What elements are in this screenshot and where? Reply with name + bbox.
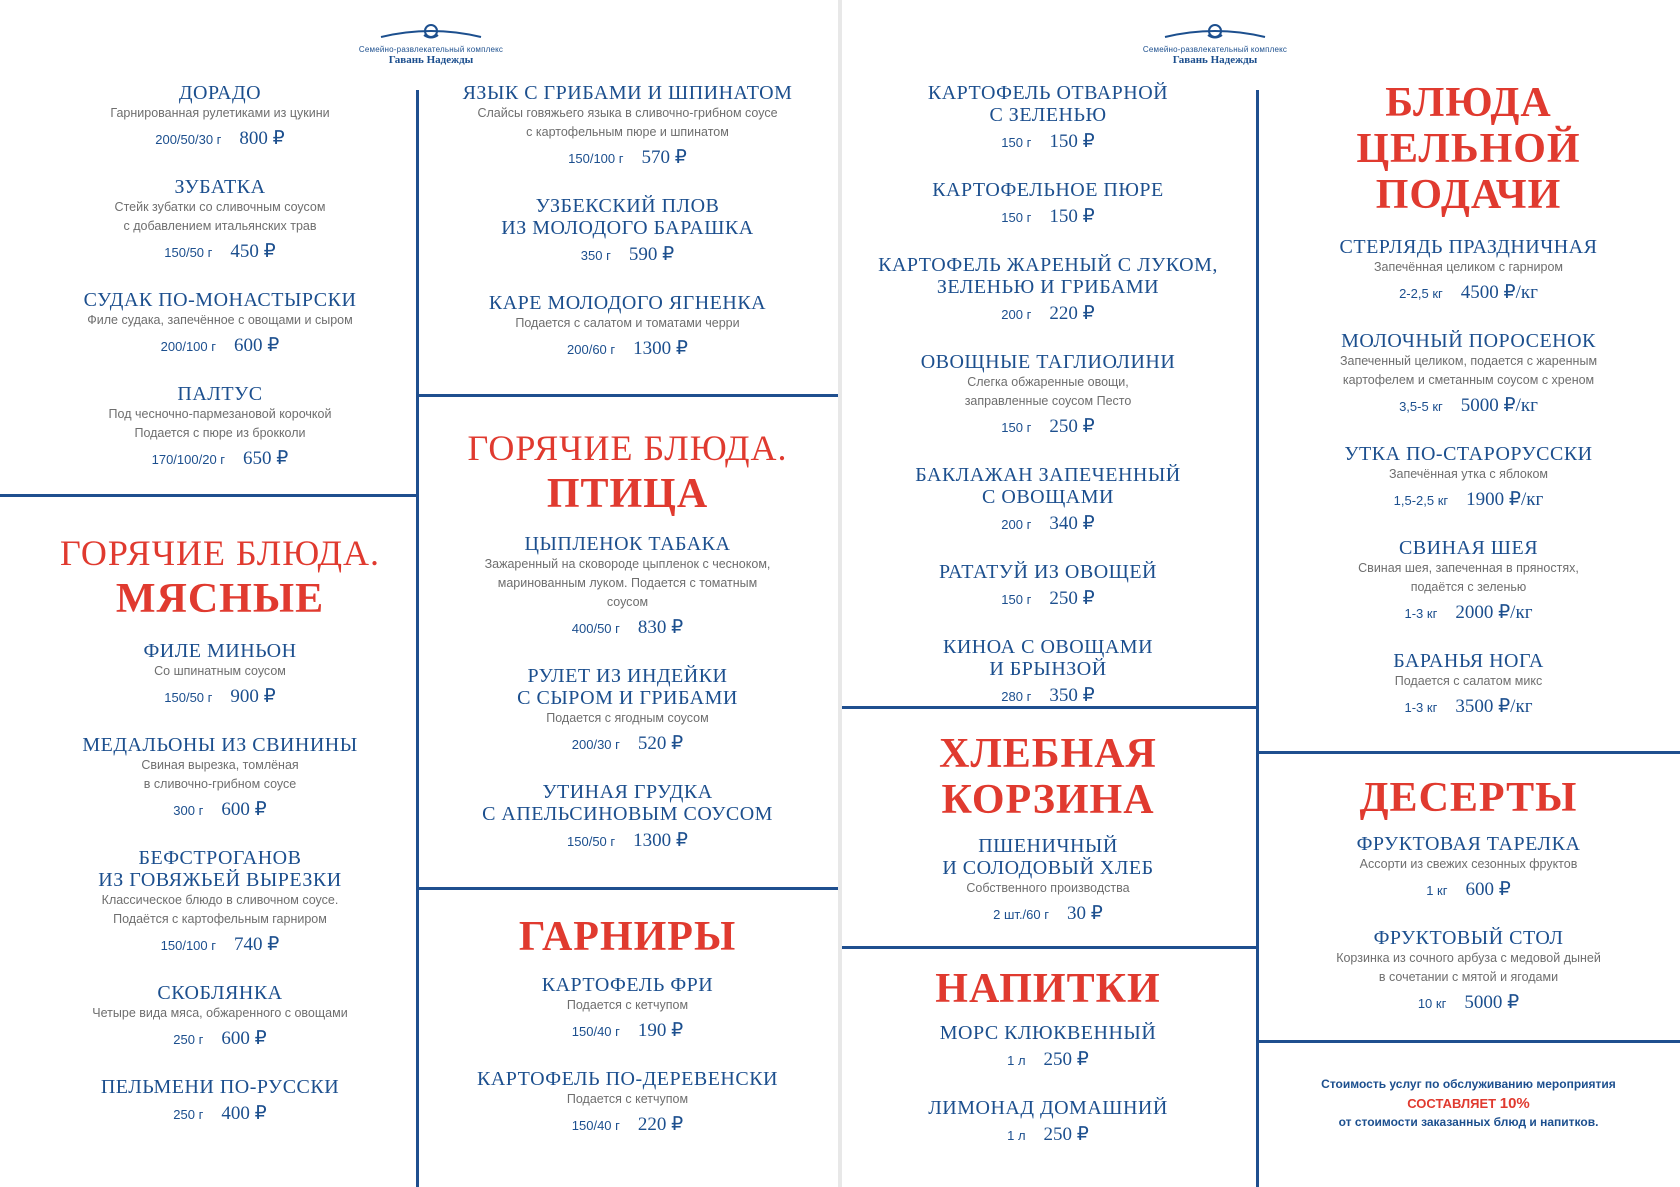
menu-item-description: Ассорти из свежих сезонных фруктов — [1359, 857, 1578, 871]
menu-item-name: УТКА ПО-СТАРОРУССКИ — [1344, 443, 1593, 465]
menu-item-description: заправленные соусом Песто — [964, 394, 1132, 408]
menu-item-price: 740 ₽ — [234, 934, 280, 955]
menu-item-weight: 150 г — [1001, 420, 1032, 435]
menu-item-weight: 170/100/20 г — [151, 452, 226, 467]
menu-item-price-row — [422, 616, 833, 641]
menu-item-weight: 1 л — [1007, 1128, 1026, 1143]
menu-item-price-row — [848, 302, 1248, 327]
menu-item-price: 220 ₽ — [1049, 303, 1095, 324]
menu-item — [848, 1022, 1248, 1073]
menu-item-name: С ЗЕЛЕНЬЮ — [989, 104, 1107, 126]
menu-item-price-row — [1262, 695, 1675, 720]
section-title-line: ДЕСЕРТЫ — [1359, 775, 1578, 821]
sides-section — [848, 82, 1248, 733]
menu-item-weight: 1-3 кг — [1404, 606, 1438, 621]
menu-item-description: Подается с салатом микс — [1394, 674, 1543, 688]
divider — [1256, 90, 1259, 1187]
menu-item-weight: 3,5-5 кг — [1399, 399, 1443, 414]
menu-item-price: 600 ₽ — [1465, 879, 1511, 900]
logo-line-2: Гавань Надежды — [1172, 54, 1258, 66]
divider — [1256, 751, 1680, 754]
menu-item-description: Свиная вырезка, томлёная — [141, 758, 299, 772]
divider — [842, 706, 1258, 709]
harbor-logo-icon — [376, 22, 486, 44]
section-title-line: ГАРНИРЫ — [518, 914, 737, 960]
menu-item-price: 250 ₽ — [1043, 1124, 1089, 1145]
menu-item-price: 600 ₽ — [234, 335, 280, 356]
menu-item-price: 520 ₽ — [637, 733, 684, 754]
menu-item-weight: 200/100 г — [160, 339, 216, 354]
harbor-logo-icon — [1160, 22, 1270, 44]
menu-item-weight: 1 кг — [1426, 883, 1448, 898]
menu-item — [25, 1076, 415, 1127]
menu-item-price: 150 ₽ — [1049, 206, 1095, 227]
menu-item-description: Четыре вида мяса, обжаренного с овощами — [92, 1006, 348, 1020]
menu-item-price: 590 ₽ — [628, 244, 675, 265]
menu-item — [1262, 927, 1675, 1016]
menu-item — [25, 847, 415, 958]
menu-item-price: 5000 ₽ — [1464, 992, 1520, 1013]
menu-item-price-row — [1262, 281, 1675, 306]
menu-item — [25, 289, 415, 359]
menu-item-description: Запеченный целиком, подается с жаренным — [1339, 354, 1598, 368]
menu-item-weight: 200/50/30 г — [155, 132, 222, 147]
menu-item-price: 1300 ₽ — [633, 338, 688, 359]
menu-item-name: С СЫРОМ И ГРИБАМИ — [517, 687, 738, 709]
menu-item — [1262, 650, 1675, 720]
menu-item-weight: 300 г — [173, 803, 204, 818]
menu-item-description: Корзинка из сочного арбуза с медовой дыней — [1336, 951, 1601, 965]
menu-item-description: Со шпинатным соусом — [154, 664, 286, 678]
menu-item-price: 600 ₽ — [221, 799, 267, 820]
menu-item — [25, 640, 415, 710]
menu-item — [1262, 330, 1675, 419]
menu-item-description: Подается с кетчупом — [566, 998, 689, 1012]
section-title-line-2: КОРЗИНА — [941, 777, 1155, 823]
menu-item-weight: 150/50 г — [164, 245, 213, 260]
menu-item — [422, 665, 833, 757]
menu-item-price: 340 ₽ — [1049, 513, 1095, 534]
service-percent: 10% — [1499, 1095, 1530, 1112]
menu-item-description: Подается с кетчупом — [566, 1092, 689, 1106]
service-charge-note — [1262, 1075, 1675, 1132]
menu-item — [422, 781, 833, 854]
menu-item-name: ЦЫПЛЕНОК ТАБАКА — [524, 533, 731, 555]
menu-item-price-row — [25, 933, 415, 958]
menu-item — [422, 1068, 833, 1138]
menu-item-name: ИЗ МОЛОДОГО БАРАШКА — [501, 217, 754, 239]
menu-item — [25, 383, 415, 472]
menu-item-weight: 280 г — [1001, 689, 1032, 704]
menu-item-price-row — [25, 1102, 415, 1127]
menu-item-description: Свиная шея, запеченная в пряностях, — [1358, 561, 1579, 575]
menu-item-price: 1300 ₽ — [633, 830, 688, 851]
menu-item-name: ЗЕЛЕНЬЮ И ГРИБАМИ — [936, 276, 1160, 298]
section-title-line-3: ПОДАЧИ — [1375, 172, 1562, 218]
menu-item-name: ПШЕНИЧНЫЙ — [978, 835, 1118, 857]
menu-item-name: КАРТОФЕЛЬ ЖАРЕНЫЙ С ЛУКОМ, — [878, 254, 1218, 276]
menu-item-name: УТИНАЯ ГРУДКА — [542, 781, 713, 803]
menu-item-weight: 150 г — [1001, 592, 1032, 607]
menu-item-weight: 150 г — [1001, 135, 1032, 150]
menu-item-name: КИНОА С ОВОЩАМИ — [942, 636, 1154, 658]
menu-item-price-row — [1262, 601, 1675, 626]
menu-item-price-row — [1262, 878, 1675, 903]
menu-item-weight: 150/40 г — [571, 1024, 620, 1039]
menu-item — [1262, 236, 1675, 306]
menu-item-price: 350 ₽ — [1049, 685, 1095, 706]
menu-item-weight: 250 г — [173, 1107, 204, 1122]
menu-item-price-row — [422, 732, 833, 757]
menu-item-name: ФРУКТОВАЯ ТАРЕЛКА — [1356, 833, 1581, 855]
section-title-line: НАПИТКИ — [935, 966, 1161, 1012]
menu-item-weight: 350 г — [580, 248, 611, 263]
menu-item-weight: 2 шт./60 г — [993, 907, 1049, 922]
section-title — [422, 426, 833, 517]
menu-item — [422, 533, 833, 641]
menu-item-name: И БРЫНЗОЙ — [989, 658, 1107, 680]
logo-line-1: Семейно-развлекательный комплекс — [1142, 45, 1288, 54]
menu-item-name: СКОБЛЯНКА — [157, 982, 283, 1004]
menu-item-weight: 1-3 кг — [1404, 700, 1438, 715]
menu-item-description: Под чесночно-пармезановой корочкой — [108, 407, 332, 421]
menu-item — [422, 195, 833, 268]
menu-item-weight: 1 л — [1007, 1053, 1026, 1068]
section-title-line-1: ГОРЯЧИЕ БЛЮДА. — [467, 428, 788, 468]
menu-item-price-row — [25, 240, 415, 265]
menu-item-price: 400 ₽ — [221, 1103, 267, 1124]
menu-item — [1262, 833, 1675, 903]
menu-item-name: КАРТОФЕЛЬ ПО-ДЕРЕВЕНСКИ — [477, 1068, 778, 1090]
menu-item-description: Гарнированная рулетиками из цукини — [110, 106, 330, 120]
menu-item-name: РУЛЕТ ИЗ ИНДЕЙКИ — [527, 665, 728, 687]
menu-item-description: маринованным луком. Подается с томатным — [497, 576, 758, 590]
menu-item-weight: 1,5-2,5 кг — [1393, 493, 1449, 508]
fish-section — [25, 82, 415, 496]
menu-item-name: БАКЛАЖАН ЗАПЕЧЕННЫЙ — [915, 464, 1181, 486]
menu-item-weight: 150/100 г — [568, 151, 624, 166]
menu-item-description: Запечённая целиком с гарниром — [1373, 260, 1564, 274]
menu-item-description: Слайсы говяжьего языка в сливочно-грибном соусе — [477, 106, 778, 120]
menu-item-price-row — [25, 127, 415, 152]
menu-item-description: Классическое блюдо в сливочном соусе. — [101, 893, 339, 907]
menu-item-price-row — [848, 415, 1248, 440]
section-title — [1262, 80, 1675, 218]
menu-item-name: РАТАТУЙ ИЗ ОВОЩЕЙ — [938, 561, 1157, 583]
menu-item-price-row — [25, 447, 415, 472]
drinks-section — [848, 966, 1248, 1172]
menu-item-price: 30 ₽ — [1066, 903, 1103, 924]
menu-item-price-row — [422, 829, 833, 854]
menu-item-name: КАРТОФЕЛЬНОЕ ПЮРЕ — [932, 179, 1164, 201]
menu-item-price: 220 ₽ — [637, 1114, 684, 1135]
service-line-1: Стоимость услуг по обслуживанию мероприятия — [1321, 1077, 1616, 1091]
service-prefix: СОСТАВЛЯЕТ — [1407, 1096, 1497, 1111]
menu-item-description: в сливочно-грибном соусе — [143, 777, 297, 791]
menu-item — [422, 974, 833, 1044]
menu-item — [422, 82, 833, 171]
menu-item-price-row — [422, 243, 833, 268]
menu-item-weight: 250 г — [173, 1032, 204, 1047]
menu-item-price-row — [25, 1027, 415, 1052]
service-line-3: от стоимости заказанных блюд и напитков. — [1338, 1115, 1599, 1129]
menu-item-price-row — [422, 1113, 833, 1138]
menu-item-weight: 150/50 г — [567, 834, 616, 849]
brand-logo — [331, 22, 531, 66]
divider — [842, 946, 1258, 949]
menu-item-description: Подается с салатом и томатами черри — [515, 316, 740, 330]
menu-item-name: ОВОЩНЫЕ ТАГЛИОЛИНИ — [920, 351, 1176, 373]
menu-item-price: 650 ₽ — [243, 448, 289, 469]
menu-item-price: 570 ₽ — [641, 147, 687, 168]
menu-item-weight: 400/50 г — [571, 621, 620, 636]
menu-item — [848, 1097, 1248, 1148]
section-title-line-2: МЯСНЫЕ — [115, 576, 325, 622]
menu-item-name: ФИЛЕ МИНЬОН — [143, 640, 297, 662]
section-title — [848, 731, 1248, 823]
menu-item — [422, 292, 833, 362]
whole-dish-section — [1262, 80, 1675, 744]
menu-item-price-row — [1262, 991, 1675, 1016]
garnish-section — [422, 914, 833, 1162]
menu-item-name: СТЕРЛЯДЬ ПРАЗДНИЧНАЯ — [1339, 236, 1598, 258]
lamb-section — [422, 82, 833, 386]
menu-item-description: Зажаренный на сковороде цыпленок с чесноком, — [484, 557, 771, 571]
divider — [416, 394, 838, 397]
menu-item — [848, 464, 1248, 537]
menu-item-price: 5000 ₽/кг — [1460, 395, 1538, 416]
menu-item-name: КАРТОФЕЛЬ ФРИ — [541, 974, 714, 996]
menu-item-weight: 200/30 г — [571, 737, 620, 752]
menu-item-weight: 150 г — [1001, 210, 1032, 225]
menu-item — [848, 636, 1248, 709]
menu-item-description: Филе судака, запечённое с овощами и сыром — [87, 313, 353, 327]
menu-item — [25, 982, 415, 1052]
menu-item-name: ЯЗЫК С ГРИБАМИ И ШПИНАТОМ — [462, 82, 793, 104]
menu-item — [848, 82, 1248, 155]
menu-item-name: И СОЛОДОВЫЙ ХЛЕБ — [942, 857, 1154, 879]
menu-item — [25, 734, 415, 823]
menu-item-price: 600 ₽ — [221, 1028, 267, 1049]
menu-item — [1262, 537, 1675, 626]
service-line-2 — [1262, 1094, 1675, 1113]
menu-item-price: 150 ₽ — [1049, 131, 1095, 152]
section-title-line-1: ХЛЕБНАЯ — [939, 731, 1157, 777]
menu-item-price: 800 ₽ — [239, 128, 285, 149]
section-title-line-2: ПТИЦА — [546, 471, 709, 517]
menu-item — [1262, 443, 1675, 513]
section-title-line-1: БЛЮДА — [1385, 80, 1552, 126]
bread-section — [848, 731, 1248, 951]
menu-item-price: 450 ₽ — [230, 241, 276, 262]
menu-item — [25, 176, 415, 265]
menu-item-description: соусом — [606, 595, 649, 609]
menu-item-description: подаётся с зеленью — [1410, 580, 1527, 594]
menu-item-price-row — [422, 337, 833, 362]
menu-item-name: СВИНАЯ ШЕЯ — [1398, 537, 1539, 559]
brand-logo — [1115, 22, 1315, 66]
menu-item-price-row — [848, 902, 1248, 927]
divider — [416, 887, 838, 890]
menu-item-price: 4500 ₽/кг — [1460, 282, 1538, 303]
menu-item-price-row — [422, 146, 833, 171]
logo-line-2: Гавань Надежды — [388, 54, 474, 66]
menu-item-name: МОРС КЛЮКВЕННЫЙ — [939, 1022, 1157, 1044]
menu-item-description: в сочетании с мятой и ягодами — [1378, 970, 1559, 984]
menu-item-description: Стейк зубатки со сливочным соусом — [114, 200, 326, 214]
menu-item-weight: 200/60 г — [567, 342, 616, 357]
menu-item-weight: 150/50 г — [164, 690, 213, 705]
menu-item-price-row — [1262, 488, 1675, 513]
menu-item-price-row — [848, 1123, 1248, 1148]
section-title-line-1: ГОРЯЧИЕ БЛЮДА. — [59, 533, 381, 573]
logo-line-1: Семейно-развлекательный комплекс — [358, 45, 504, 54]
menu-item — [848, 179, 1248, 230]
menu-item — [848, 351, 1248, 440]
menu-item-description: Подается с ягодным соусом — [546, 711, 709, 725]
section-title — [25, 531, 415, 622]
menu-item — [848, 561, 1248, 612]
menu-item-price: 1900 ₽/кг — [1466, 489, 1544, 510]
menu-item-description: Подается с пюре из брокколи — [134, 426, 306, 440]
menu-item-price: 3500 ₽/кг — [1455, 696, 1533, 717]
menu-item-price: 2000 ₽/кг — [1455, 602, 1533, 623]
menu-item-price-row — [848, 587, 1248, 612]
menu-item-name: ПАЛТУС — [177, 383, 263, 405]
menu-item-price-row — [25, 685, 415, 710]
menu-page-right — [842, 0, 1680, 1187]
menu-item-weight: 200 г — [1001, 307, 1032, 322]
menu-item-name: КАРЕ МОЛОДОГО ЯГНЕНКА — [488, 292, 767, 314]
menu-item-name: ЗУБАТКА — [174, 176, 266, 198]
desserts-section — [1262, 775, 1675, 1040]
menu-item-description: Запечённая утка с яблоком — [1388, 467, 1549, 481]
menu-item-price: 830 ₽ — [637, 617, 684, 638]
menu-item-price-row — [848, 1048, 1248, 1073]
menu-item-description: Подаётся с картофельным гарниром — [113, 912, 327, 926]
menu-item-name: ПЕЛЬМЕНИ ПО-РУССКИ — [100, 1076, 340, 1098]
menu-item-weight: 150/40 г — [571, 1118, 620, 1133]
menu-item-price-row — [422, 1019, 833, 1044]
menu-item-price-row — [848, 130, 1248, 155]
menu-item — [25, 82, 415, 152]
menu-item-name: ИЗ ГОВЯЖЬЕЙ ВЫРЕЗКИ — [98, 869, 342, 891]
menu-item-price-row — [25, 334, 415, 359]
menu-item-price: 250 ₽ — [1043, 1049, 1089, 1070]
menu-item-description: Собственного производства — [966, 881, 1130, 895]
menu-item-weight: 200 г — [1001, 517, 1032, 532]
section-title-line-2: ЦЕЛЬНОЙ — [1356, 126, 1581, 172]
menu-item-weight: 150/100 г — [160, 938, 216, 953]
menu-item-weight: 10 кг — [1417, 996, 1447, 1011]
menu-item-name: С ОВОЩАМИ — [982, 486, 1114, 508]
menu-item-name: ФРУКТОВЫЙ СТОЛ — [1373, 927, 1564, 949]
section-title — [848, 966, 1248, 1012]
menu-item-description: с картофельным пюре и шпинатом — [526, 125, 729, 139]
menu-item-price: 250 ₽ — [1049, 416, 1095, 437]
menu-item-name: БЕФСТРОГАНОВ — [138, 847, 302, 869]
menu-item-name: ДОРАДО — [178, 82, 262, 104]
section-title — [1262, 775, 1675, 821]
menu-item-description: Слегка обжаренные овощи, — [967, 375, 1129, 389]
menu-item-name: КАРТОФЕЛЬ ОТВАРНОЙ — [927, 82, 1169, 104]
menu-item-name: УЗБЕКСКИЙ ПЛОВ — [535, 195, 720, 217]
menu-item-name: СУДАК ПО-МОНАСТЫРСКИ — [83, 289, 357, 311]
meat-section — [25, 531, 415, 1151]
menu-item-description: с добавлением итальянских трав — [123, 219, 317, 233]
menu-item-price: 900 ₽ — [230, 686, 276, 707]
menu-item-name: ЛИМОНАД ДОМАШНИЙ — [928, 1097, 1168, 1119]
section-title — [422, 914, 833, 960]
menu-item-name: С АПЕЛЬСИНОВЫМ СОУСОМ — [482, 803, 773, 825]
menu-item-price-row — [1262, 394, 1675, 419]
menu-item-price: 250 ₽ — [1049, 588, 1095, 609]
menu-item-description: картофелем и сметанным соусом с хреном — [1342, 373, 1595, 387]
menu-page-left — [0, 0, 838, 1187]
divider — [416, 90, 419, 1187]
menu-item-name: МОЛОЧНЫЙ ПОРОСЕНОК — [1341, 330, 1596, 352]
menu-item-name: БАРАНЬЯ НОГА — [1393, 650, 1544, 672]
divider — [1256, 1040, 1680, 1043]
menu-item-price: 190 ₽ — [637, 1020, 684, 1041]
menu-item-price-row — [848, 512, 1248, 537]
menu-item-weight: 2-2,5 кг — [1399, 286, 1443, 301]
menu-item-price-row — [25, 798, 415, 823]
menu-item-price-row — [848, 205, 1248, 230]
divider — [0, 494, 418, 497]
menu-item — [848, 254, 1248, 327]
menu-item-name: МЕДАЛЬОНЫ ИЗ СВИНИНЫ — [82, 734, 358, 756]
menu-item — [848, 835, 1248, 927]
poultry-section — [422, 426, 833, 878]
